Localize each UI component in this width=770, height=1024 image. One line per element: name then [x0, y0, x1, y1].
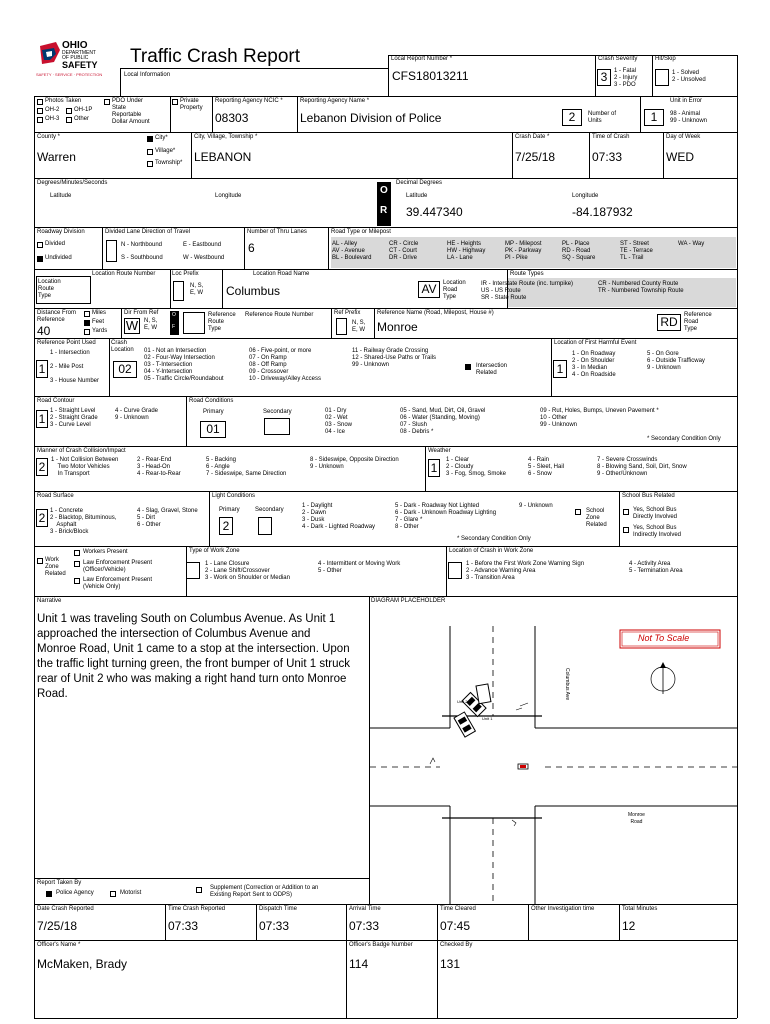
road-cond-secondary: Secondary: [263, 409, 292, 415]
cleared-label: Time Cleared: [440, 906, 476, 912]
collision-col1: 1 - Not Collision Between Two Motor Vehicles In Transport: [51, 457, 119, 477]
location-road-type-value: AV: [418, 281, 440, 298]
not-to-scale: Not To Scale: [638, 633, 690, 643]
agency-name-label: Reporting Agency Name *: [300, 98, 370, 104]
light-primary: Primary: [219, 507, 240, 513]
road-type-label: Road Type or Milepost: [331, 229, 391, 235]
road-type-col3: HE - Heights HW - Highway LA - Lane: [447, 241, 486, 261]
light-note: * Secondary Condition Only: [457, 536, 531, 542]
narrative-text: Unit 1 was traveling South on Columbus Avenue. As Unit 1 approached the intersection of Columbus Avenue and Monroe Road, Unit 1 came to a stop at the intersection. Upon the traffic light turning green, the front bumper of Unit 1 struck rear of Unit 2 who was making a right hand turn onto Monroe Road.: [37, 613, 351, 700]
first-harmful-col1: 1 - On Roadway 2 - On Shoulder 3 - In Median 4 - On Roadside: [572, 351, 616, 378]
ref-point-opts: 1 - Intersection 2 - Mile Post 3 - House Number: [50, 350, 100, 384]
dispatch-value: 07:33: [259, 919, 290, 933]
other-investigation-label: Other Investigation time: [531, 906, 595, 912]
road-conditions-label: Road Conditions: [189, 398, 234, 404]
route-types-list2: CR - Numbered County Route TR - Numbered Township Route: [598, 281, 684, 294]
weather-col3: 7 - Severe Crosswinds 8 - Blowing Sand, Soil, Dirt, Snow 9 - Other/Unknown: [597, 457, 687, 477]
distance-label: Distance From Reference: [37, 310, 77, 323]
work-zone-type-box: [186, 562, 200, 579]
cvt-value: LEBANON: [194, 150, 252, 164]
road-cond-note: * Secondary Condition Only: [647, 436, 721, 442]
crash-location-col2: 06 - Five-point, or more 07 - On Ramp 08 - Off Ramp 09 - Crossover 10 - Driveway/Alley Access: [249, 348, 322, 382]
loc-prefix-label: Loc Prefix: [172, 271, 199, 277]
officer-label: Officer's Name *: [37, 942, 81, 948]
time-reported-label: Time Crash Reported: [168, 906, 226, 912]
total-minutes-value: 12: [622, 919, 636, 933]
thru-lanes-label: Number of Thru Lanes: [247, 229, 307, 235]
of-o: O: [172, 312, 176, 318]
form-title: Traffic Crash Report: [130, 46, 300, 67]
intersection-related: Intersection Related: [476, 363, 508, 376]
route-types-list: IR - Interstate Route (inc. turnpike) US - US Route SR - State Route: [481, 281, 574, 301]
dms-lat-label: Latitude: [50, 193, 72, 199]
pdo-under-label: PDO Under State Reportable Dollar Amount: [112, 98, 150, 125]
total-minutes-label: Total Minutes: [622, 906, 658, 912]
loc-prefix-opts: N, S, E, W: [190, 283, 204, 296]
work-zone-type-col1: 1 - Lane Closure 2 - Lane Shift/Crossover 3 - Work on Shoulder or Median: [205, 561, 290, 581]
or-r: R: [380, 205, 388, 216]
lane-direction-label: Divided Lane Direction of Travel: [105, 229, 191, 235]
thru-lanes-value: 6: [248, 241, 255, 255]
road-surface-col2: 4 - Slag, Gravel, Stone 5 - Dirt 6 - Other: [137, 508, 198, 528]
city-label: City*: [155, 135, 168, 141]
dec-lat-label: Latitude: [406, 193, 428, 199]
le-present-officer: Law Enforcement Present (Officer/Vehicle): [83, 560, 153, 573]
collision-col2: 2 - Rear-End 3 - Head-On 4 - Rear-to-Rear: [137, 457, 181, 477]
eastbound: E - Eastbound: [183, 242, 222, 248]
road-type-col5: PL - Place RD - Road SQ - Square: [562, 241, 596, 261]
weather-value: 1: [428, 459, 440, 477]
first-harmful-col2: 5 - On Gore 6 - Outside Trafficway 9 - Unknown: [647, 351, 705, 371]
report-taken-label: Report Taken By: [37, 880, 82, 886]
location-road-type-label: Location Road Type: [443, 280, 466, 300]
local-report-label: Local Report Number *: [391, 56, 453, 62]
diagram-label: DIAGRAM PLACEHOLDER: [371, 598, 446, 604]
crash-date-value: 7/25/18: [515, 150, 556, 164]
road-contour-label: Road Contour: [37, 398, 75, 404]
location-route-number-label: Location Route Number: [92, 271, 156, 277]
collision-col4: 8 - Sideswipe, Opposite Direction 9 - Unknown: [310, 457, 399, 470]
road-cond-secondary-box: [264, 418, 290, 435]
monroe-road-label: Monroe Road: [628, 812, 645, 825]
work-zone-type-label: Type of Work Zone: [189, 548, 240, 554]
hitskip-box: [655, 69, 669, 86]
road-surface-label: Road Surface: [37, 493, 74, 499]
time-reported-value: 07:33: [168, 919, 199, 933]
ncic-value: 08303: [215, 111, 249, 125]
southbound: S - Southbound: [121, 255, 163, 261]
decimal-label: Decimal Degrees: [396, 180, 443, 186]
weather-col2: 4 - Rain 5 - Sleet, Hail 6 - Snow: [528, 457, 565, 477]
westbound: W - Westbound: [183, 255, 225, 261]
columbus-ave-label: Columbus Ave: [564, 668, 570, 701]
reference-name: Monroe: [377, 320, 418, 334]
road-contour-opts1: 1 - Straight Level 2 - Straight Grade 3 - Curve Level: [50, 408, 98, 428]
dms-lon-label: Longitude: [215, 193, 242, 199]
weather-col1: 1 - Clear 2 - Cloudy 3 - Fog, Smog, Smoke: [446, 457, 507, 477]
township-label: Township*: [155, 160, 183, 166]
logo-dept: DEPARTMENT: [62, 50, 96, 56]
date-reported-value: 7/25/18: [37, 919, 78, 933]
work-zone-loc-col2: 4 - Activity Area 5 - Termination Area: [629, 561, 683, 574]
work-zone-related: Work Zone Related: [45, 557, 66, 577]
unit-in-error-options: 98 - Animal 99 - Unknown: [670, 111, 708, 124]
collision-value: 2: [36, 458, 48, 476]
crash-location-value: 02: [113, 361, 137, 378]
ref-route-number-label: Reference Route Number: [245, 312, 314, 318]
oh2-label: OH-2: [45, 107, 60, 113]
first-harmful-value: 1: [553, 360, 567, 378]
hitskip-label: Hit/Skip: [655, 56, 676, 62]
ref-road-type-label: Reference Road Type: [684, 312, 712, 332]
ref-point-value: 1: [36, 360, 48, 378]
light-conditions-label: Light Conditions: [212, 493, 256, 499]
photos-taken-label: Photos Taken: [45, 98, 82, 104]
arrival-value: 07:33: [349, 919, 380, 933]
work-zone-loc-box: [448, 562, 462, 579]
light-col3: 9 - Unknown: [519, 503, 553, 509]
checked-by-value: 131: [440, 957, 461, 971]
collision-label: Manner of Crash Collision/Impact: [37, 448, 126, 454]
light-col1: 1 - Daylight 2 - Dawn 3 - Dusk 4 - Dark - Lighted Roadway: [302, 503, 376, 530]
supplement-label: Supplement (Correction or Addition to an Existing Report Sent to ODPS): [210, 885, 319, 898]
dir-from-ref-opts: N, S, E, W: [144, 318, 158, 331]
light-secondary-box: [258, 517, 272, 535]
distance-value: 40: [37, 324, 51, 338]
road-type-col1: AL - Alley AV - Avenue BL - Boulevard: [332, 241, 372, 261]
road-type-col2: CR - Circle CT - Court DR - Drive: [389, 241, 419, 261]
dow-value: WED: [666, 150, 694, 164]
northbound: N - Northbound: [121, 242, 163, 248]
roadway-division-label: Roadway Division: [37, 229, 85, 235]
school-bus-label: School Bus Related: [622, 493, 675, 499]
ref-road-type-value: RD: [657, 314, 681, 331]
divided-label: Divided: [45, 241, 66, 247]
village-label: Village*: [155, 148, 176, 154]
ref-prefix-opts: N, S, E, W: [352, 320, 366, 333]
logo-ohio: OHIO: [62, 40, 88, 51]
ref-name-label: Reference Name (Road, Milepost, House #): [377, 310, 494, 316]
checked-by-label: Checked By: [440, 942, 473, 948]
motorist-label: Motorist: [120, 890, 142, 896]
logo-of: OF PUBLIC: [62, 55, 89, 61]
unit1-label: Unit 1: [482, 716, 493, 721]
cvt-label: City, Village, Township *: [194, 134, 258, 140]
time-label: Time of Crash: [592, 134, 630, 140]
crash-location-label: Crash Location: [111, 340, 134, 353]
location-route-type: Location Route Type: [38, 279, 61, 299]
dec-lon-label: Longitude: [572, 193, 599, 199]
school-bus-direct: Yes, School Bus Directly Involved: [633, 507, 678, 520]
police-agency-label: Police Agency: [56, 890, 94, 896]
road-conditions-value: 01: [200, 421, 226, 438]
road-contour-opts2: 4 - Curve Grade 9 - Unknown: [115, 408, 159, 421]
dms-label: Degrees/Minutes/Seconds: [37, 180, 108, 186]
num-units-value: 2: [562, 109, 582, 126]
dir-from-ref-value: W: [125, 318, 139, 333]
unit2-label: Unit 2: [457, 699, 468, 704]
dispatch-label: Dispatch Time: [259, 906, 298, 912]
narrative-label: Narrative: [37, 598, 62, 604]
light-secondary: Secondary: [255, 507, 284, 513]
loc-road-name-label: Location Road Name: [253, 271, 310, 277]
latitude-value: 39.447340: [406, 205, 463, 219]
school-zone-related: School Zone Related: [586, 508, 607, 528]
badge-label: Officer's Badge Number: [349, 942, 413, 948]
date-reported-label: Date Crash Reported: [37, 906, 94, 912]
oh1p-label: OH-1P: [74, 107, 93, 113]
dir-from-ref-label: Dir From Ref: [124, 310, 159, 316]
cleared-value: 07:45: [440, 919, 471, 933]
road-type-col7: WA - Way: [678, 241, 705, 247]
crash-severity-value: 3: [597, 69, 611, 86]
dow-label: Day of Week: [666, 134, 701, 140]
road-cond-col1: 01 - Dry 02 - Wet 03 - Snow 04 - Ice: [325, 408, 353, 435]
ref-prefix-label: Ref Prefix: [334, 310, 361, 316]
road-cond-col3: 09 - Rut, Holes, Bumps, Uneven Pavement * 10 - Other 99 - Unknown: [540, 408, 659, 428]
of-f: F: [172, 324, 176, 330]
crash-diagram: [370, 606, 737, 904]
road-surface-col1: 1 - Concrete 2 - Blacktop, Bituminous, Asphalt 3 - Brick/Block: [50, 508, 117, 535]
road-type-col6: ST - Street TE - Terrace TL - Trail: [620, 241, 653, 261]
route-types-label: Route Types: [510, 271, 544, 277]
road-surface-value: 2: [36, 509, 48, 527]
private-property-label: Private Property: [180, 98, 203, 111]
longitude-value: -84.187932: [572, 205, 633, 219]
road-cond-primary: Primary: [203, 409, 224, 415]
road-contour-value: 1: [36, 410, 48, 428]
ncic-label: Reporting Agency NCIC *: [215, 98, 283, 104]
crash-location-col1: 01 - Not an Intersection 02 - Four-Way Intersection 03 - T-Intersection 04 - Y-Intersection 05 - Traffic Circle/Roundabout: [144, 348, 224, 382]
weather-label: Weather: [428, 448, 451, 454]
light-value: 2: [219, 517, 233, 535]
work-zone-type-col2: 4 - Intermittent or Moving Work 5 - Other: [318, 561, 401, 574]
le-present-vehicle: Law Enforcement Present (Vehicle Only): [83, 577, 153, 590]
light-col2: 5 - Dark - Roadway Not Lighted 6 - Dark - Unknown Roadway Lighting 7 - Glare * 8 - Other: [395, 503, 497, 530]
agency-name-value: Lebanon Division of Police: [300, 111, 442, 125]
local-report-number: CFS18013211: [392, 69, 469, 83]
ref-route-type: Reference Route Type: [208, 312, 236, 332]
badge-number: 114: [349, 957, 369, 971]
ref-point-label: Reference Point Used: [37, 340, 96, 346]
logo-safety: SAFETY: [62, 60, 98, 70]
collision-col3: 5 - Backing 6 - Angle 7 - Sideswipe, Same Direction: [206, 457, 287, 477]
or-o: O: [380, 185, 388, 196]
feet-label: Feet: [92, 319, 105, 325]
hitskip-options: 1 - Solved 2 - Unsolved: [672, 70, 706, 83]
miles-label: Miles: [92, 310, 107, 316]
yards-label: Yards: [92, 328, 108, 334]
time-value: 07:33: [592, 150, 623, 164]
school-bus-indirect: Yes, School Bus Indirectly Involved: [633, 525, 682, 538]
road-cond-col2: 05 - Sand, Mud, Dirt, Oil, Gravel 06 - Water (Standing, Moving) 07 - Slush 08 - Debris *: [400, 408, 486, 435]
location-road-name: Columbus: [226, 284, 281, 298]
county-value: Warren: [37, 150, 76, 164]
crash-severity-label: Crash Severity: [598, 56, 638, 62]
unit-in-error-value: 1: [644, 109, 664, 126]
county-label: County *: [37, 134, 61, 140]
crash-date-label: Crash Date *: [515, 134, 550, 140]
other-label: Other: [74, 116, 90, 122]
arrival-label: Arrival Time: [349, 906, 381, 912]
oh3-label: OH-3: [45, 116, 60, 122]
crash-severity-options: 1 - Fatal 2 - Injury 3 - PDO: [614, 68, 638, 88]
crash-location-col3: 11 - Railway Grade Crossing 12 - Shared-Use Paths or Trails 99 - Unknown: [352, 348, 437, 368]
workers-present: Workers Present: [83, 549, 128, 555]
num-units-label: Number of Units: [588, 111, 617, 124]
work-zone-loc-label: Location of Crash in Work Zone: [449, 548, 534, 554]
unit-in-error-label: Unit in Error: [670, 98, 703, 104]
road-type-col4: MP - Milepost PK - Parkway PI - Pike: [505, 241, 542, 261]
local-info-label: Local Information: [124, 72, 171, 78]
logo-tagline: SAFETY · SERVICE · PROTECTION: [36, 72, 103, 77]
first-harmful-label: Location of First Harmful Event: [554, 340, 637, 346]
undivided-label: Undivided: [45, 255, 72, 261]
work-zone-loc-col1: 1 - Before the First Work Zone Warning Sign 2 - Advance Warning Area 3 - Transition Area: [466, 561, 585, 581]
officer-name: McMaken, Brady: [37, 957, 128, 971]
